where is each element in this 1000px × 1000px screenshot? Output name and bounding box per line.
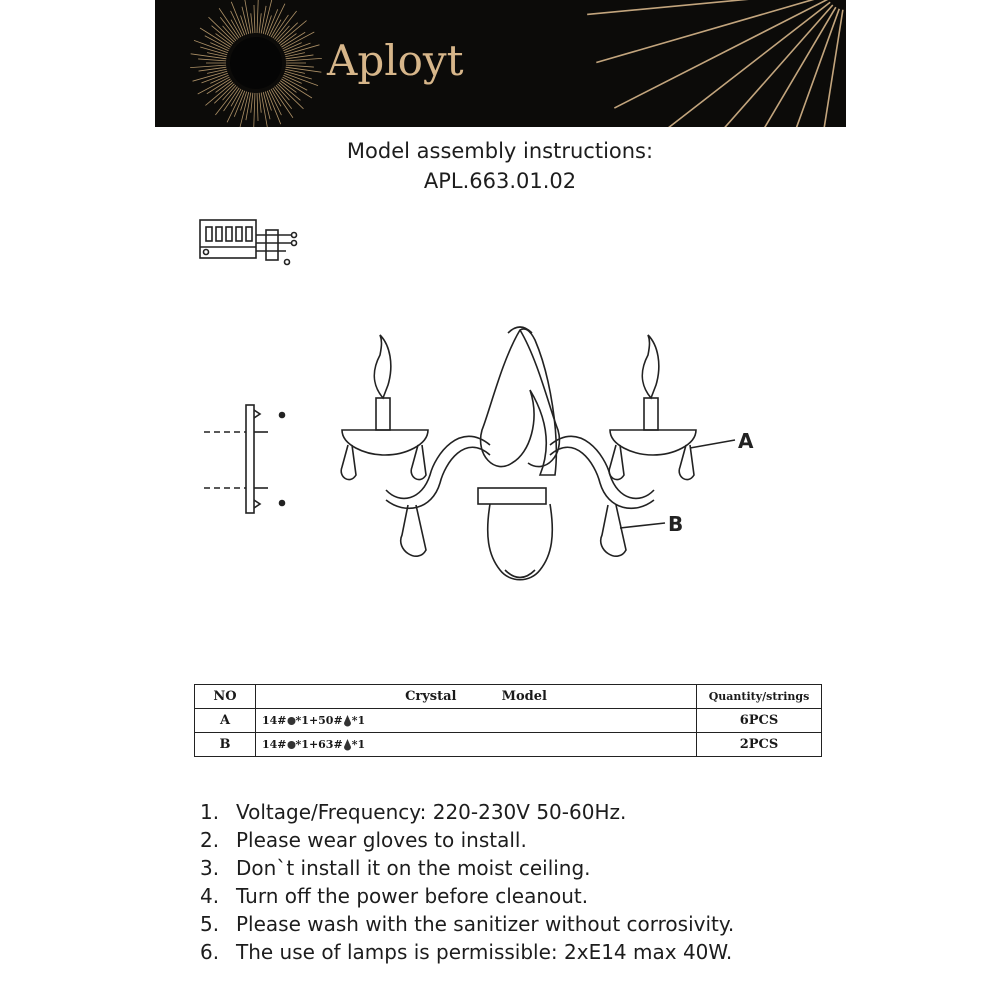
list-item: 2. Please wear gloves to install. — [200, 828, 527, 852]
list-item: 5. Please wash with the sanitizer without corrosivity. — [200, 912, 735, 936]
row-model: 14# *1+50# *1 — [256, 709, 697, 733]
octagon-crystal-icon — [287, 739, 296, 751]
assembly-diagram — [190, 205, 790, 615]
table-row — [195, 733, 822, 757]
row-model: 14# *1+63# *1 — [256, 733, 697, 757]
header-no: NO — [195, 685, 256, 709]
brand-banner — [155, 0, 846, 127]
left-arm — [341, 335, 490, 556]
octagon-crystal-icon — [287, 715, 296, 727]
sconce-backplate — [478, 327, 559, 580]
header-crystal: Crystal — [405, 689, 457, 704]
header-quantity: Quantity/strings — [697, 685, 822, 709]
callout-a: A — [738, 429, 754, 453]
callout-b: B — [668, 512, 684, 536]
header-crystal-model — [256, 685, 697, 709]
sunburst-icon — [155, 0, 846, 127]
drop-crystal-icon — [343, 739, 352, 751]
title-line-1: Model assembly instructions: — [346, 139, 654, 163]
row-quantity: 6PCS — [697, 709, 822, 733]
list-item: 6. The use of lamps is permissible: 2xE14 max 40W. — [200, 940, 733, 964]
page-title — [0, 136, 1000, 196]
list-item: 4. Turn off the power before cleanout. — [200, 884, 589, 908]
brand-name: Aployt — [327, 36, 464, 85]
table-row — [195, 709, 822, 733]
model-number: APL.663.01.02 — [423, 169, 577, 193]
drop-crystal-icon — [343, 715, 352, 727]
row-quantity: 2PCS — [697, 733, 822, 757]
list-item: 3. Don`t install it on the moist ceiling. — [200, 856, 591, 880]
row-no: A — [195, 709, 256, 733]
table-header-row — [195, 685, 822, 709]
row-no: B — [195, 733, 256, 757]
terminal-block-icon — [200, 220, 297, 265]
wall-mount-bracket — [204, 405, 285, 513]
notes-list — [200, 798, 734, 966]
list-item: 1. Voltage/Frequency: 220-230V 50-60Hz. — [200, 800, 627, 824]
header-model: Model — [501, 689, 547, 704]
crystal-table — [194, 684, 822, 757]
